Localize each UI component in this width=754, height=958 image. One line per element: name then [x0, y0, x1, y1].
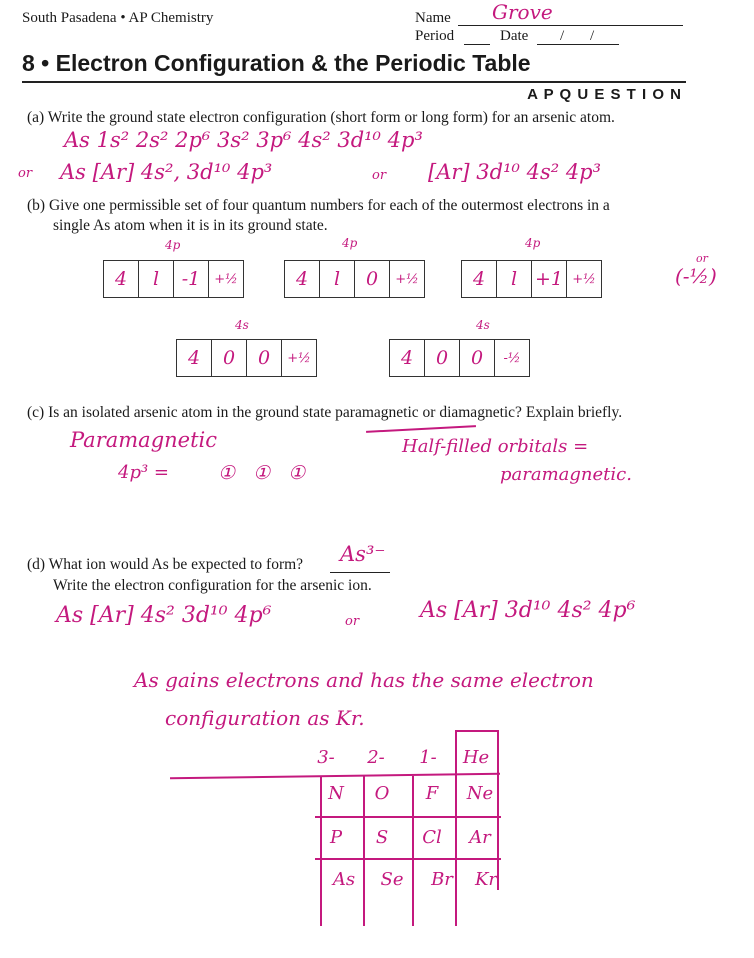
table-rule: [363, 776, 365, 926]
question-c-prompt: (c) Is an isolated arsenic atom in the ground state paramagnetic or diamagnetic? Explain briefly.: [27, 404, 623, 421]
answer-a-or-2: or: [372, 168, 387, 183]
n-value: 4: [104, 261, 139, 297]
ms-value: +½: [287, 350, 311, 366]
name-line: [458, 25, 683, 26]
table-cell: N: [328, 782, 344, 804]
table-header-cell: 1-: [419, 746, 437, 768]
table-cell: P: [329, 826, 343, 848]
quantum-number-set: [103, 260, 244, 298]
table-cell: Se: [380, 868, 404, 890]
table-rule: [455, 730, 498, 732]
n-value: 4: [390, 340, 425, 376]
set-label: 4s: [476, 318, 490, 332]
ml-value: 0: [247, 340, 282, 376]
l-value: l: [497, 261, 532, 297]
l-value: 0: [212, 340, 247, 376]
quantum-number-set: [176, 339, 317, 377]
note-underline: [366, 425, 476, 432]
table-cell: Kr: [474, 868, 498, 890]
quantum-number-set: [284, 260, 425, 298]
l-value: l: [139, 261, 174, 297]
orbital-diagram: ① ① ①: [218, 462, 312, 484]
ml-value: 0: [355, 261, 390, 297]
date-sep-1: /: [560, 28, 565, 44]
answer-a-short-2: [Ar] 3d¹⁰ 4s² 4p³: [428, 160, 602, 184]
answer-c-word: Paramagnetic: [70, 428, 218, 452]
n-value: 4: [462, 261, 497, 297]
ms-value: -½: [503, 350, 521, 366]
table-rule: [497, 730, 499, 890]
question-d-prompt-2: Write the electron configuration for the arsenic ion.: [53, 577, 372, 594]
question-a-prompt: (a) Write the ground state electron configuration (short form or long form) for an arsenic atom.: [27, 109, 615, 126]
table-cell: Cl: [422, 826, 442, 848]
period-label: Period: [415, 28, 455, 44]
answer-d-explain-1: As gains electrons and has the same electron: [134, 668, 594, 692]
l-value: l: [320, 261, 355, 297]
answer-d-config-2: As [Ar] 3d¹⁰ 4s² 4p⁶: [420, 598, 636, 623]
ms-value: +½: [395, 271, 419, 287]
period-line: [464, 44, 490, 45]
question-b-prompt-1: (b) Give one permissible set of four quantum numbers for each of the outermost electrons in a: [27, 197, 610, 214]
table-rule: [320, 776, 322, 926]
answer-c-orbital: 4p³ =: [118, 462, 169, 483]
table-header-cell: 3-: [317, 746, 335, 768]
ms-value: +½: [572, 271, 596, 287]
ion-answer-line: [330, 572, 390, 573]
table-cell: Ar: [469, 826, 491, 848]
table-header-cell: He: [462, 746, 490, 768]
title-rule: [22, 81, 686, 83]
quantum-number-set: [461, 260, 602, 298]
table-rule: [412, 776, 414, 926]
n-value: 4: [177, 340, 212, 376]
date-line: [537, 44, 619, 45]
date-sep-2: /: [590, 28, 595, 44]
ml-value: +1: [532, 261, 567, 297]
ml-value: 0: [460, 340, 495, 376]
name-value: Grove: [492, 0, 553, 24]
alt-ms-value: (-½): [675, 264, 717, 288]
ms-value: +½: [214, 271, 238, 287]
set-label: 4p: [165, 238, 181, 252]
name-label: Name: [415, 10, 451, 26]
n-value: 4: [285, 261, 320, 297]
answer-d-or: or: [345, 614, 360, 629]
answer-a-long: As 1s² 2s² 2p⁶ 3s² 3p⁶ 4s² 3d¹⁰ 4p³: [64, 128, 423, 152]
set-label: 4p: [342, 236, 358, 250]
table-rule: [315, 858, 501, 860]
table-cell: S: [375, 826, 389, 848]
date-label: Date: [500, 28, 529, 44]
answer-a-or: or: [18, 166, 33, 181]
school-course: South Pasadena • AP Chemistry: [22, 10, 214, 26]
set-label: 4p: [525, 236, 541, 250]
answer-d-explain-2: configuration as Kr.: [165, 706, 365, 730]
quantum-number-set: [389, 339, 530, 377]
answer-a-short-1: As [Ar] 4s², 3d¹⁰ 4p³: [60, 160, 273, 184]
alt-or-label: or: [696, 252, 708, 265]
ml-value: -1: [174, 261, 209, 297]
answer-c-note-1: Half-filled orbitals =: [402, 436, 589, 457]
set-label: 4s: [235, 318, 249, 332]
l-value: 0: [425, 340, 460, 376]
question-b-prompt-2: single As atom when it is in its ground state.: [53, 217, 328, 234]
table-cell: O: [374, 782, 390, 804]
answer-d-config-1: As [Ar] 4s² 3d¹⁰ 4p⁶: [56, 603, 272, 628]
answer-d-ion: As³⁻: [340, 542, 386, 566]
table-rule: [315, 816, 501, 818]
table-cell: As: [332, 868, 356, 890]
table-cell: F: [425, 782, 439, 804]
table-header-cell: 2-: [367, 746, 385, 768]
answer-c-note-2: paramagnetic.: [500, 464, 632, 485]
table-cell: Ne: [466, 782, 494, 804]
table-cell: Br: [431, 868, 453, 890]
page-subtitle: A P Q U E S T I O N: [527, 86, 682, 103]
table-rule: [455, 730, 457, 926]
page-title: 8 • Electron Configuration & the Periodic Table: [22, 50, 531, 76]
question-d-prompt: (d) What ion would As be expected to form?: [27, 556, 304, 573]
